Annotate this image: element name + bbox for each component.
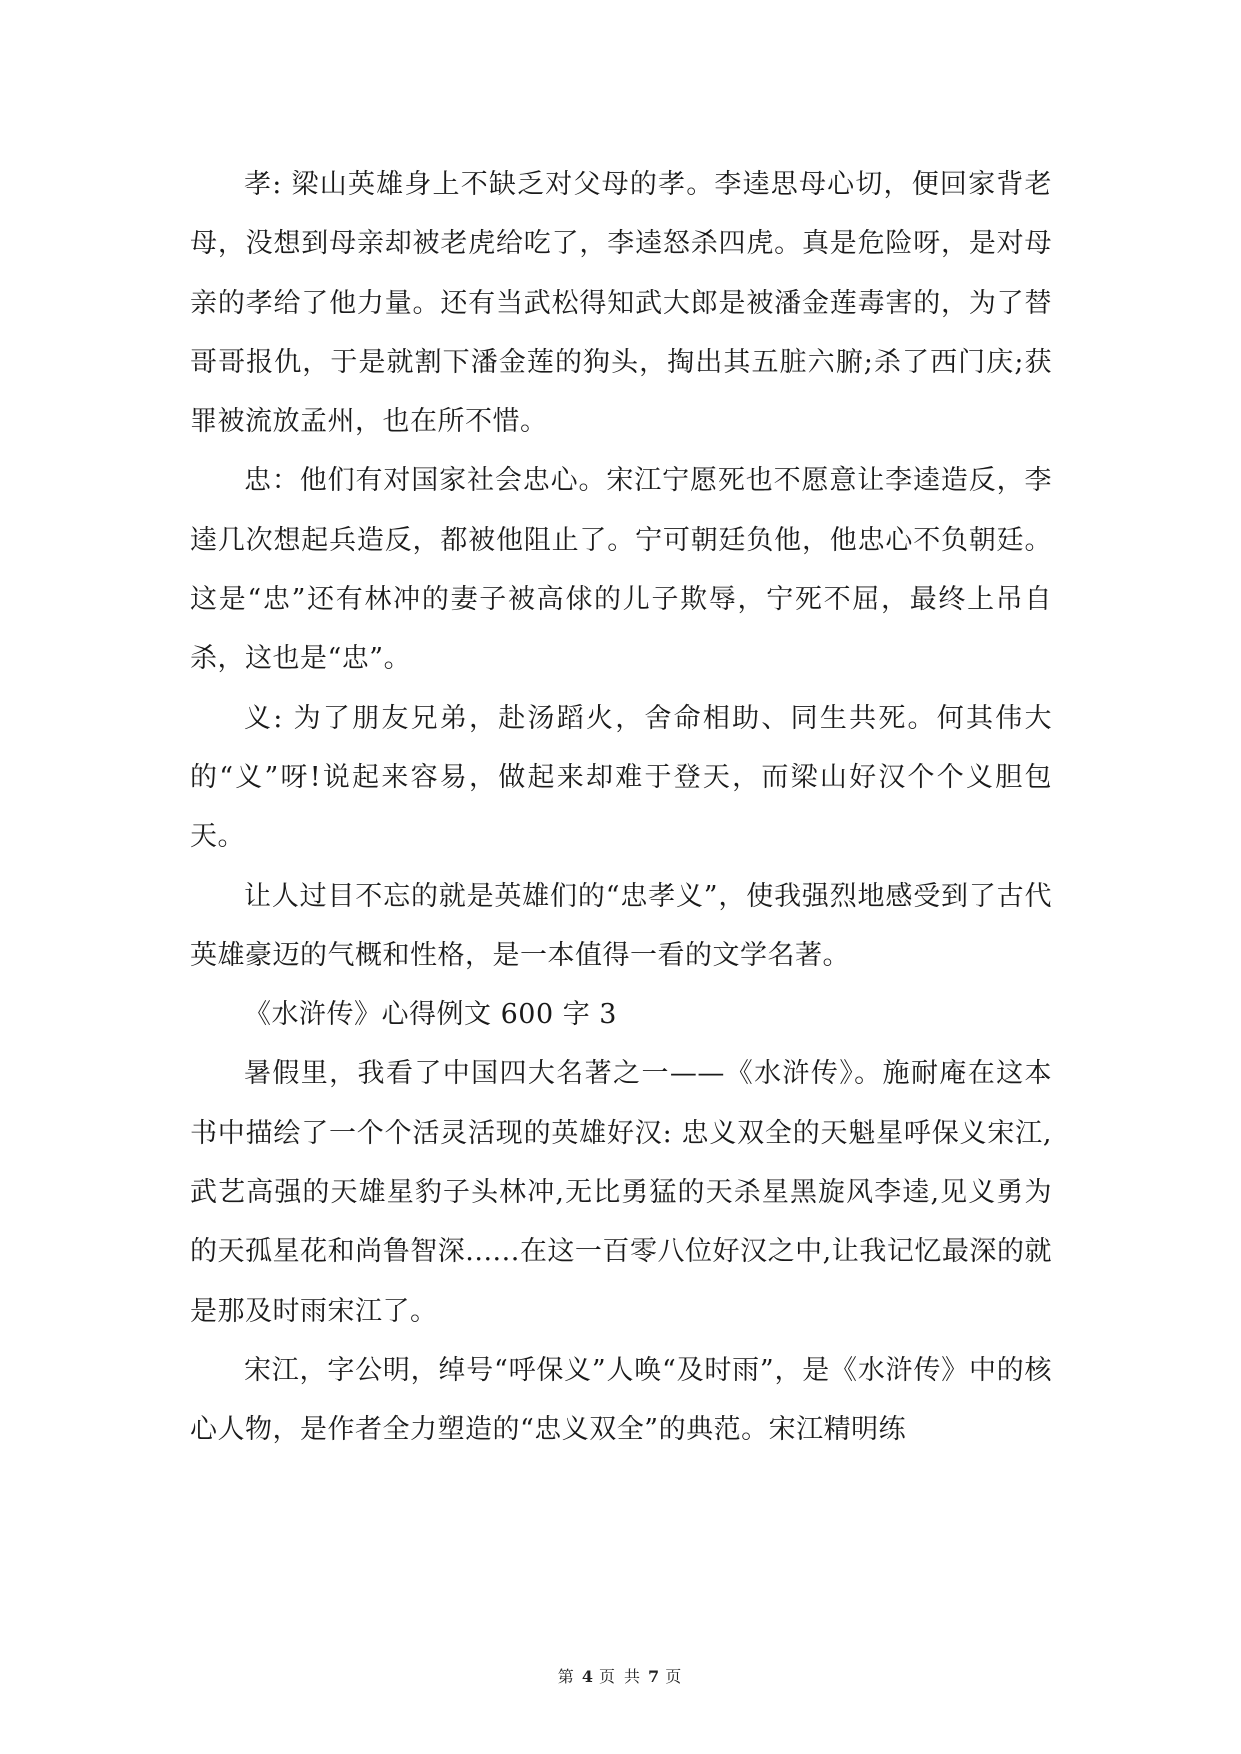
paragraph-conclusion: 让人过目不忘的就是英雄们的“忠孝义”，使我强烈地感受到了古代英雄豪迈的气概和性格，是一本值得一看的文学名著。 xyxy=(190,880,1052,971)
footer-current-page: 4 xyxy=(581,1667,593,1686)
paragraph-song-jiang: 宋江，字公明，绰号“呼保义”人唤“及时雨”，是《水浒传》中的核心人物，是作者全力塑造的“忠义双全”的典范。宋江精明练 xyxy=(190,1354,1052,1446)
page-footer xyxy=(0,1667,1241,1687)
paragraph-filial-piety: 孝: 梁山英雄身上不缺乏对父母的孝。李逵思母心切，便回家背老母，没想到母亲却被老虎给吃了，李逵怒杀四虎。真是危险呀，是对母亲的孝给了他力量。还有当武松得知武大郎是被潘金莲毒害的，为了替哥哥报仇，于是就割下潘金莲的狗头，掏出其五脏六腑;杀了西门庆;获罪被流放孟州，也在所不惜。 xyxy=(190,169,1052,438)
paragraph-summer-reading: 暑假里，我看了中国四大名著之一——《水浒传》。施耐庵在这本书中描绘了一个个活灵活现的英雄好汉: 忠义双全的天魁星呼保义宋江,武艺高强的天雄星豹子头林冲,无比勇猛的天杀星黑旋风李逵,见义勇为的天孤星花和尚鲁智深......在这一百零八位好汉之中,让我记忆最深的就是那及时雨宋江了。 xyxy=(190,1058,1052,1327)
page-body xyxy=(190,155,1052,1460)
footer-suffix: 页 xyxy=(665,1667,684,1686)
footer-total-pages: 7 xyxy=(648,1667,660,1686)
footer-prefix: 第 xyxy=(557,1667,576,1686)
footer-middle: 页 共 xyxy=(598,1667,643,1686)
paragraph-loyalty: 忠：他们有对国家社会忠心。宋江宁愿死也不愿意让李逵造反，李逵几次想起兵造反，都被他阻止了。宁可朝廷负他，他忠心不负朝廷。这是“忠”还有林冲的妻子被高俅的儿子欺辱，宁死不屈，最终上吊自杀，这也是“忠”。 xyxy=(190,465,1052,675)
paragraph-righteousness: 义: 为了朋友兄弟，赴汤蹈火，舍命相助、同生共死。何其伟大的“义”呀!说起来容易，做起来却难于登天，而梁山好汉个个义胆包天。 xyxy=(190,702,1052,853)
section-heading: 《水浒传》心得例文 600 字 3 xyxy=(244,999,617,1031)
